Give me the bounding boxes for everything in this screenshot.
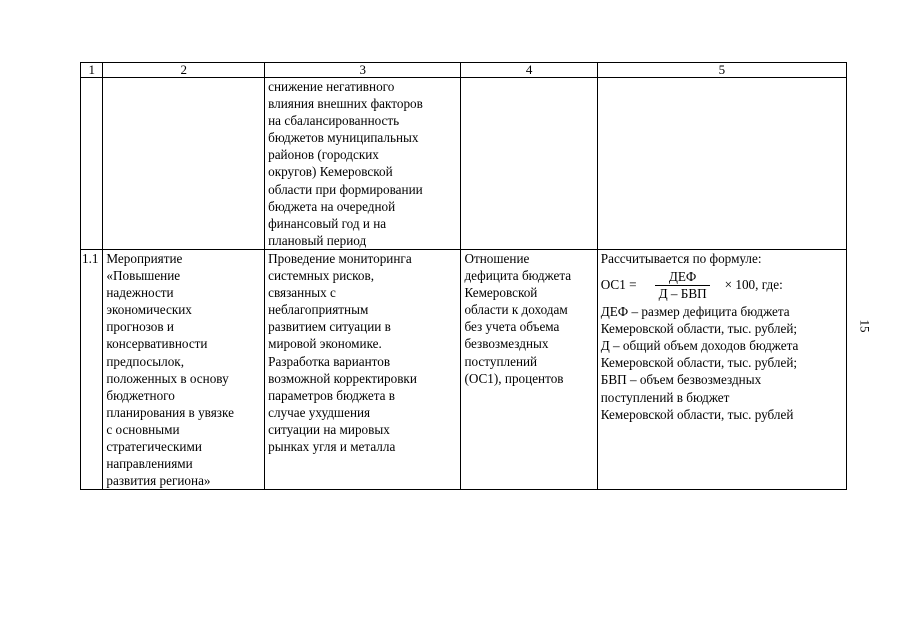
text-line: связанных с	[268, 285, 336, 301]
definition-line: Кемеровской области, тыс. рублей;	[600, 355, 798, 371]
text-line: на сбалансированность	[268, 113, 400, 129]
text-line: с основными	[106, 421, 180, 437]
text-line: снижение негативного	[268, 79, 395, 94]
text-line: неблагоприятным	[268, 302, 369, 318]
formula-lhs: ОС1 =	[600, 277, 637, 293]
definition-line: ДЕФ – размер дефицита бюджета	[600, 304, 790, 320]
table-cell	[597, 78, 846, 250]
text-line: прогнозов и	[106, 319, 174, 335]
row-number: 1.1	[81, 249, 103, 489]
definition-line: Кемеровской области, тыс. рублей;	[600, 321, 798, 337]
text-line: случае ухудшения	[268, 404, 371, 420]
page-number: 15	[857, 319, 873, 333]
definition-line: БВП – объем безвозмездных	[600, 372, 762, 388]
header-cell: 1	[81, 63, 103, 78]
text-line: бюджетов муниципальных	[268, 130, 419, 146]
header-row	[81, 63, 847, 78]
text-line: предпосылок,	[106, 353, 184, 369]
text-line: развития региона»	[106, 473, 211, 489]
header-cell: 3	[265, 63, 461, 78]
formula-intro: Рассчитывается по формуле:	[600, 250, 762, 266]
table-cell	[81, 78, 103, 250]
text-line: бюджета на очередной	[268, 198, 396, 214]
table-cell	[461, 78, 597, 250]
text-line: влияния внешних факторов	[268, 96, 423, 112]
document-table	[80, 62, 847, 490]
fraction-numerator: ДЕФ	[655, 269, 710, 286]
measure-cell	[103, 249, 265, 489]
definition-line: Д – общий объем доходов бюджета	[600, 338, 799, 354]
fraction-denominator: Д – БВП	[658, 285, 707, 301]
definition-line: поступлений в бюджет	[600, 389, 730, 405]
text-line: развитием ситуации в	[268, 319, 391, 335]
header-cell: 5	[597, 63, 846, 78]
text-line: ситуации на мировых	[268, 421, 390, 437]
formula	[601, 267, 843, 303]
text-line: экономических	[106, 302, 192, 318]
text-line: безвозмездных	[464, 336, 549, 352]
text-line: без учета объема	[464, 319, 560, 335]
header-cell: 4	[461, 63, 597, 78]
text-line: Разработка вариантов	[268, 353, 391, 369]
text-line: надежности	[106, 285, 174, 301]
text-line: Отношение	[464, 250, 530, 266]
text-line: параметров бюджета в	[268, 387, 395, 403]
text-line: системных рисков,	[268, 268, 375, 284]
text-line: поступлений	[464, 353, 538, 369]
text-line: «Повышение	[106, 268, 181, 284]
text-line: положенных в основу	[106, 370, 229, 386]
text-line: Проведение мониторинга	[268, 250, 412, 266]
text-line: бюджетного	[106, 387, 175, 403]
indicator-cell	[461, 249, 597, 489]
text-line: планирования в увязке	[106, 404, 234, 420]
text-line: Мероприятие	[106, 250, 183, 266]
table-row-continuation	[81, 78, 847, 250]
text-line: Кемеровской	[464, 285, 538, 301]
table-cell	[265, 78, 461, 250]
text-line: дефицита бюджета	[464, 268, 572, 284]
actions-cell	[265, 249, 461, 489]
text-line: рынках угля и металла	[268, 438, 396, 454]
table-row-1-1	[81, 249, 847, 489]
text-line: плановый период	[268, 232, 367, 248]
formula-cell	[597, 249, 846, 489]
text-line: районов (городских	[268, 147, 379, 163]
text-line: (ОС1), процентов	[464, 370, 564, 386]
text-line: возможной корректировки	[268, 370, 417, 386]
text-line: консервативности	[106, 336, 208, 352]
table-cell	[103, 78, 265, 250]
text-line: округов) Кемеровской	[268, 164, 393, 180]
text-line: стратегическими	[106, 438, 202, 454]
text-line: финансовый год и на	[268, 215, 387, 231]
definition-line: Кемеровской области, тыс. рублей	[600, 406, 794, 422]
fraction	[645, 269, 721, 302]
text-line: области к доходам	[464, 302, 568, 318]
formula-rhs: × 100, где:	[724, 277, 783, 293]
text-line: мировой экономике.	[268, 336, 382, 352]
text-line: направлениями	[106, 456, 193, 472]
text-line: области при формировании	[268, 181, 423, 197]
header-cell: 2	[103, 63, 265, 78]
